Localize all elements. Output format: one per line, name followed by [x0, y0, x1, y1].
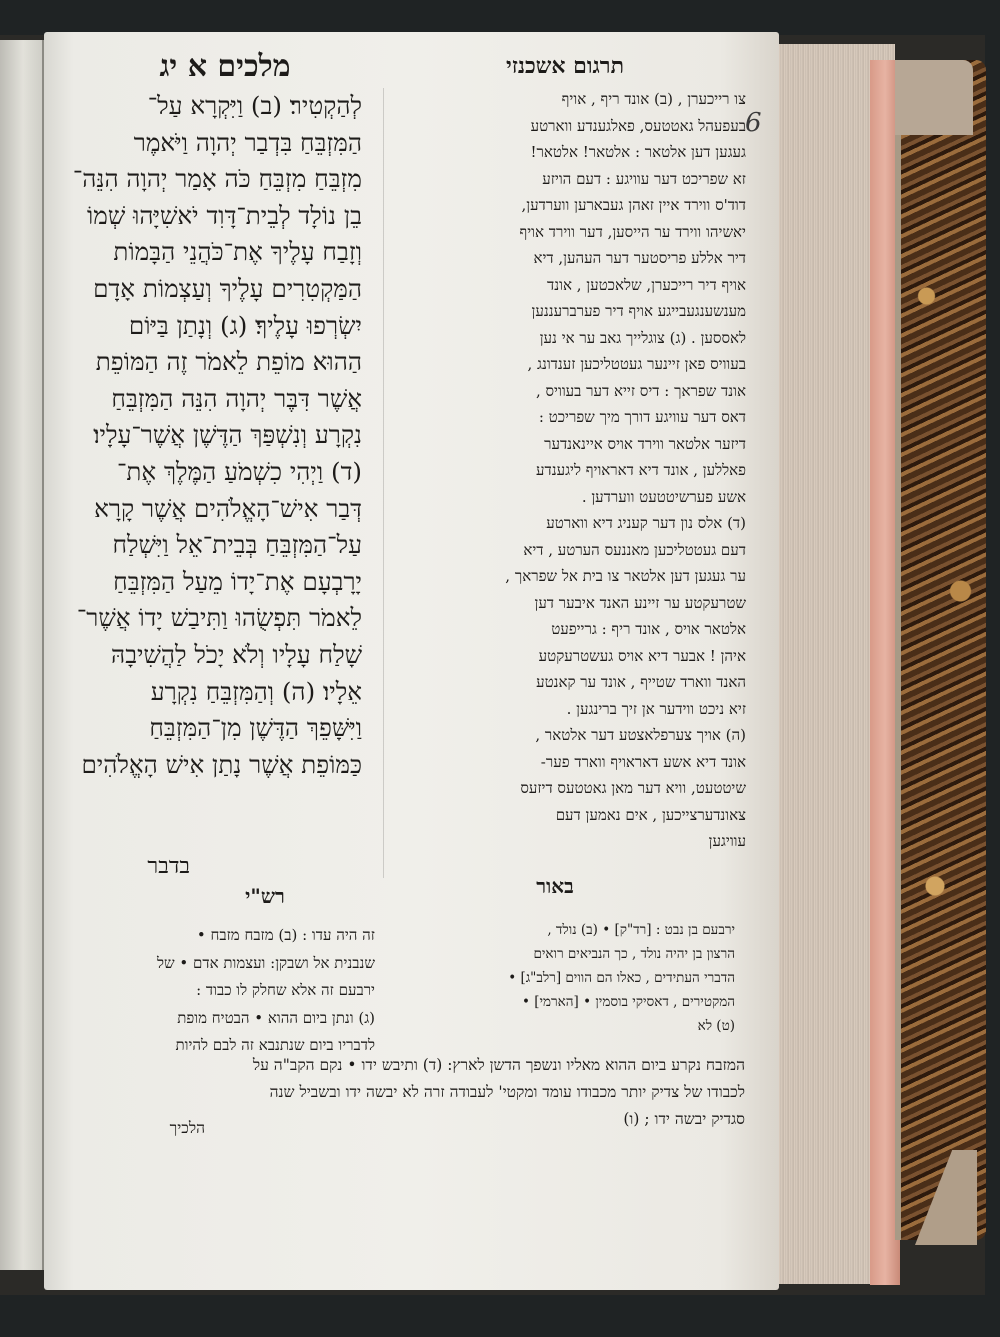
- biur-line: (ט) לא: [697, 1018, 735, 1034]
- rashi-line: לדבריו ביום שנתנבא זה לבם להיות: [175, 1036, 375, 1054]
- biblical-line: וַיִּשָּׁפֵךְ הַדֶּשֶׁן מִן־הַמִּזְבֵּחַ: [149, 713, 362, 743]
- biblical-line: דְּבַר אִישׁ־הָאֱלֹהִים אֲשֶׁר קָרָא: [94, 493, 362, 523]
- translation-line: ער געגען דען אלטאר צו בית אל שפראך ,: [505, 567, 746, 585]
- biblical-line: הַמַּקְטִרִים עָלֶיךָ וְעַצְמוֹת אָדָם: [93, 273, 362, 303]
- biur-heading: באור: [536, 874, 574, 898]
- rashi-line: (ג) ונתן ביום ההוא • הבטיח מופת: [177, 1008, 375, 1027]
- biur-line: הרצון בן יהיה נולד , כך הנביאים רואים: [533, 946, 735, 962]
- translation-line: זא שפריכט דער עוויגע : דעם הויזע: [542, 169, 746, 188]
- biblical-line: אֲשֶׁר דִּבֶּר יְהוָה הִנֵּה הַמִּזְבֵּחַ: [111, 383, 362, 413]
- rashi-catchword: הלכיך: [169, 1119, 205, 1137]
- translation-line: שיטטעט, וויא דער מאן גאטטעס דיזעס: [520, 779, 746, 797]
- cover-corner-top: [895, 60, 973, 135]
- translation-line: דוד'ס ווירד איין זאהן געבארען ווערדען,: [521, 196, 746, 214]
- biblical-line: מִזְבֵּחַ מִזְבֵּחַ כֹּה אָמַר יְהוָה הִנֵּה־: [72, 164, 362, 194]
- biblical-line: לֵאמֹר תִּפְשֻׂהוּ וַתִּיבַשׁ יָדוֹ אֲשֶׁר־: [76, 603, 362, 633]
- biblical-text-column: [62, 88, 362, 783]
- translation-heading: תרגום אשכנזי: [505, 53, 624, 79]
- translation-column: [398, 86, 746, 855]
- translation-line: זיא ניכט ווידער אן זיך ברינגען .: [566, 699, 746, 718]
- translation-line: געגען דען אלטאר : אלטאר! אלטאר!: [530, 143, 746, 161]
- handwritten-page-mark: 6: [745, 108, 762, 138]
- biblical-line: יָרָבְעָם אֶת־יָדוֹ מֵעַל הַמִּזְבֵּחַ: [113, 566, 362, 596]
- commentary-line: המזבח נקרע ביום ההוא מאליו ונשפך הדשן לארץ: (ד) ותיבש ידו • נקם הקב"ה על: [252, 1056, 745, 1074]
- biblical-line: שָׁלַח עָלָיו וְלֹא יָכֹל לַהֲשִׁיבָהּ: [111, 639, 362, 669]
- rashi-line: זה היה עדו : (ב) מזבח מזבח •: [196, 926, 375, 944]
- translation-line: מענשענגעבייגע אויף דיר פערברעננען: [531, 302, 746, 320]
- translation-line: האנד ווארד שטייף , אונד ער קאנטע: [536, 673, 746, 691]
- translation-line: איהן ! אבער דיא אויס געשטרעקטע: [538, 646, 746, 665]
- translation-line: אלטאר אויס , אונד ריף : גרייפעט: [551, 620, 746, 638]
- biblical-line: אֵלָיו׃ (ה) וְהַמִּזְבֵּחַ נִקְרָע: [150, 676, 362, 706]
- translation-line: בעוויס פאן זיינער געטטליכען זענדונג ,: [527, 355, 746, 373]
- biblical-line: יִשְׂרְפוּ עָלֶיךָ׃ (ג) וְנָתַן בַּיּוֹם: [128, 310, 362, 340]
- marbled-cover: [895, 60, 986, 1240]
- catchword: בדבר: [147, 854, 190, 879]
- biur-line: ירבעם בן נבט : [רד"ק] • (ב) נולד ,: [547, 922, 735, 938]
- translation-line: עוויגען: [708, 832, 746, 850]
- translation-line: אונד דיא אשע דאראויף ווארד פער-: [540, 752, 746, 771]
- translation-line: דיזער אלטאר ווירד אויס איינאנדער: [544, 434, 746, 453]
- biblical-line: נִקְרָע וְנִשְׁפַּךְ הַדֶּשֶׁן אֲשֶׁר־עָלָיו׃: [93, 420, 362, 450]
- biblical-line: הַהוּא מוֹפֵת לֵאמֹר זֶה הַמּוֹפֵת: [95, 347, 362, 377]
- biur-line: המקטירים , דאסיקי בוסמין • [הארמי] •: [521, 994, 735, 1010]
- translation-line: דיר אללע פריסטער דער העהען, דיא: [533, 249, 746, 267]
- biblical-line: בֵן נוֹלָד לְבֵית־דָּוִד יֹאשִׁיָּהוּ שְׁמוֹ: [87, 200, 362, 230]
- translation-line: צו רייכערן , (ב) אונד ריף , אויף: [561, 90, 746, 108]
- biblical-line: הַמִּזְבֵּחַ בִּדְבַר יְהוָה וַיֹּאמֶר: [133, 127, 362, 157]
- rashi-line: ירבעם זה אלא שחלק לו כבוד :: [196, 981, 375, 999]
- translation-line: אויף דיר רייכערן, שלאכטען , אונד: [547, 275, 746, 294]
- biblical-line: וְזָבַח עָלֶיךָ אֶת־כֹּהֲנֵי הַבָּמוֹת: [113, 237, 362, 267]
- biblical-line: לְהַקְטִיר׃ (ב) וַיִּקְרָא עַל־: [147, 91, 362, 120]
- translation-line: דאס דער עוויגע דורך מיך שפריכט :: [538, 408, 746, 426]
- rashi-commentary: [65, 922, 375, 1060]
- biur-line: הדברי העתידים , כאלו הם הווים [רלב"ג] •: [508, 970, 735, 986]
- translation-line: אונד שפראך : דיס זייא דער בעוויס ,: [535, 381, 746, 400]
- translation-line: בעפעהל גאטטעס, פאלגענדע ווארטע: [530, 116, 746, 135]
- commentary-line: סגדיק יבשה ידו ; (ו): [623, 1110, 745, 1128]
- translation-line: (ד) אלס נון דער קעניג דיא ווארטע: [546, 514, 746, 532]
- column-divider: [383, 88, 384, 878]
- translation-line: יאשיהו ווירד ער הייסען, דער ווירד אויף: [519, 222, 746, 241]
- translation-line: פאללען , אונד דיא דאראויף ליגענדע: [536, 461, 746, 479]
- rashi-heading: רש"י: [245, 884, 285, 908]
- translation-line: (ה) אויך צערפלאצטע דער אלטאר ,: [535, 726, 746, 744]
- book-chapter-heading: מלכים א יג: [159, 49, 291, 84]
- translation-line: דעם געטטליכען מאננעס הערטע , דיא: [523, 540, 746, 559]
- biur-commentary: [400, 918, 735, 1038]
- translation-line: שטרעקטע ער זיינע האנד איבער דען: [534, 593, 746, 612]
- translation-line: צאונדערצייכען , אים נאמען דעם: [555, 805, 746, 824]
- translation-line: אשע פערשיטטעט ווערדען .: [581, 487, 746, 506]
- biblical-line: (ד) וַיְהִי כִשְׁמֹעַ הַמֶּלֶךְ אֶת־: [116, 456, 362, 486]
- biblical-line: כַּמּוֹפֵת אֲשֶׁר נָתַן אִישׁ הָאֱלֹהִים: [81, 749, 362, 779]
- biblical-line: עַל־הַמִּזְבֵּחַ בְּבֵית־אֵל וַיִּשְׁלַח: [112, 530, 362, 560]
- translation-line: לאססען . (ג) צוגלייך גאב ער אי נען: [539, 328, 746, 347]
- rashi-line: שנבנית אל ושבקן: ועצמות אדם • של: [156, 953, 375, 972]
- left-page-edge: [0, 40, 45, 1270]
- commentary-line: לכבודו של צדיק יותר מכבודו עומד ומקטי' לעבודה זרה לא יבשה ידו ובשביל שנה: [269, 1083, 745, 1101]
